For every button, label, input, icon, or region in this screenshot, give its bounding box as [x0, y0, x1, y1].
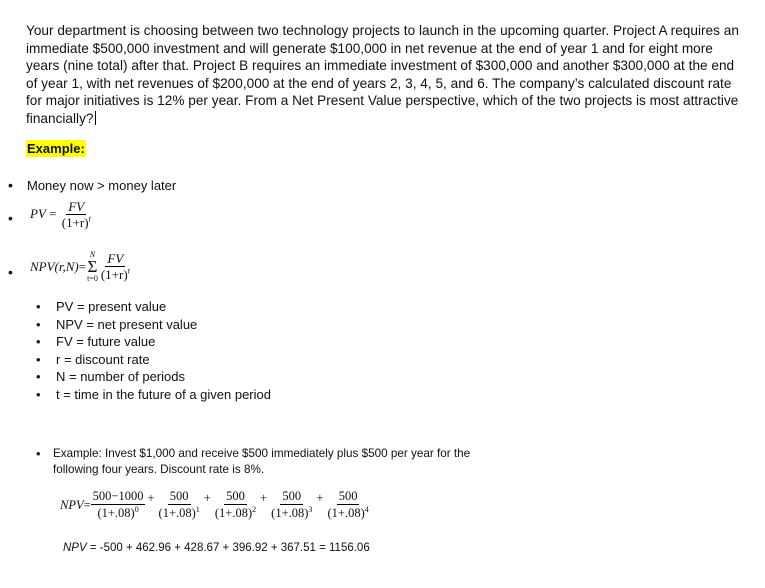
npv-exponent: t: [127, 266, 130, 276]
term-fraction: $\frac{500-1000}{(1+.08)^0}$: [92, 489, 144, 520]
bullet-dot: [36, 351, 41, 368]
plus-sign: +: [316, 490, 324, 505]
term-fraction: $\frac{500}{(1+.08)^2}$: [214, 489, 257, 520]
npv-denominator: (1+r): [100, 267, 128, 282]
pv-lhs: PV: [30, 205, 46, 221]
plus-sign: +: [147, 490, 155, 505]
sum-lower-limit: t=0: [87, 274, 98, 283]
bullet-dot: [8, 210, 13, 226]
pv-exponent: t: [88, 214, 91, 224]
pv-denominator: (1+r): [61, 215, 89, 230]
npv-fraction: [99, 251, 132, 283]
npv-lhs: NPV(r,N): [30, 259, 79, 274]
bullet-dot: [36, 316, 41, 333]
example-npv-equation: [60, 489, 371, 521]
bullet-pv: [8, 210, 13, 226]
example-npv-result: [63, 541, 370, 556]
term-fraction: $\frac{500}{(1+.08)^4}$: [327, 489, 369, 520]
example-bullet: [36, 446, 41, 461]
example-text: Example: Invest $1,000 and receive $500 immediately plus $500 per year for the following four years. Discount rate is 8%.: [53, 447, 471, 476]
npv-formula: [30, 251, 132, 283]
question-paragraph: [26, 22, 742, 128]
plus-sign: +: [203, 490, 211, 505]
sum-upper-limit: N: [89, 250, 96, 259]
money-statement: Money now > money later: [27, 178, 177, 193]
result-rhs: = -500 + 462.96 + 428.67 + 396.92 + 367.51 = 1156.06: [86, 542, 370, 554]
term-fraction: $\frac{500}{(1+.08)^1}$: [158, 489, 200, 520]
plus-sign: +: [260, 490, 268, 505]
npv-numerator: FV: [107, 251, 124, 266]
equals-sign: =: [49, 205, 57, 221]
example-heading: Example:: [27, 141, 85, 156]
bullet-dot: [36, 333, 41, 350]
bullet-dot: [8, 177, 13, 193]
pv-fraction: [60, 199, 93, 231]
equals-sign: =: [78, 259, 87, 274]
text-cursor: [95, 111, 96, 125]
summation: [87, 251, 98, 283]
bullet-money: [8, 177, 13, 193]
bullet-dot: [8, 264, 13, 280]
sigma-symbol: Σ: [87, 257, 98, 276]
pv-formula: [30, 199, 93, 231]
example-npv-lhs: NPV: [60, 497, 84, 512]
term-fraction: $\frac{500}{(1+.08)^3}$: [271, 489, 313, 520]
bullet-dot: [36, 368, 41, 385]
equals-sign: =: [83, 497, 91, 512]
bullet-dot: [36, 446, 41, 461]
bullet-dot: [36, 386, 41, 403]
question-text: Your department is choosing between two technology projects to launch in the upcoming quarter. Project A requires an immediate $500,000 investment and will generate $100,000 in net revenue at the end of year 1 and for eight more years (nine total) after that. Project B requires an immediate investment of $300,000 and another $300,000 at the end of year 1, with net revenues of $200,000 at the end of years 2, 3, 4, 5, and 6. The company’s calculated discount rate for major initiatives is 12% per year. From a Net Present Value perspective, which of the two projects is most attractive financially?: [26, 23, 739, 126]
pv-numerator: FV: [68, 199, 85, 214]
bullet-npv: [8, 264, 13, 280]
result-lhs: NPV: [63, 542, 87, 554]
bullet-dot: [36, 298, 41, 315]
